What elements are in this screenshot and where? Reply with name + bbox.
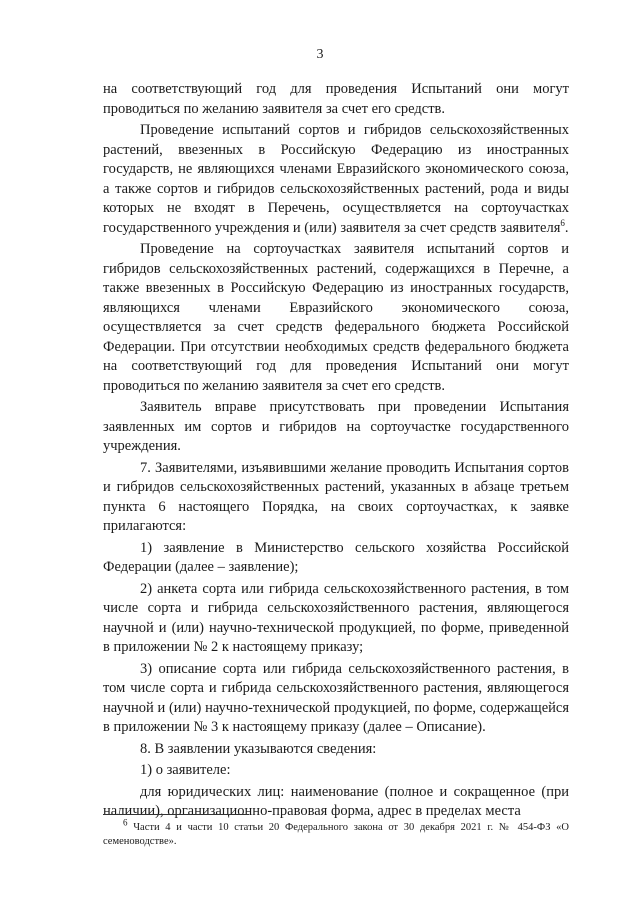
paragraph <box>103 121 569 238</box>
footnote-divider <box>103 814 249 815</box>
paragraph: Проведение на сортоучастках заявителя испытаний сортов и гибридов сельскохозяйственных растений, содержащихся в Перечне, а также ввезенных в Российскую Федерацию из иностранных государств, являющихся членами Евразийского экономического союза, осуществляется за счет средств федерального бюджета Российской Федерации. При отсутствии необходимых средств федерального бюджета на соответствующий год для проведения Испытаний они могут проводиться по желанию заявителя за счет его средств. <box>103 241 569 394</box>
paragraph-item-8: 8. В заявлении указываются сведения: <box>140 740 377 757</box>
body-text <box>103 80 569 824</box>
paragraph-text: Проведение испытаний сортов и гибридов сельскохозяйственных растений, ввезенных в Российскую Федерацию из иностранных государств, не являющихся членами Евразийского экономического союза, а также сортов и гибридов сельскохозяйственных растений, рода и виды которых не входят в Перечень, осуществляется на сортоучастках государственного учреждения и (или) заявителя за счет средств заявителя <box>103 122 569 236</box>
footnote-reference: 6 <box>560 217 565 228</box>
footnote-mark: 6 <box>123 817 128 828</box>
footnote-text: Части 4 и части 10 статьи 20 Федерального закона от 30 декабря 2021 г. № 454-ФЗ «О семеноводстве». <box>103 822 570 847</box>
footnote <box>103 817 570 849</box>
paragraph-item-7: 7. Заявителями, изъявившими желание проводить Испытания сортов и гибридов сельскохозяйственных растений, указанных в абзаце третьем пункта 6 настоящего Порядка, на своих сортоучастках, к заявке прилагаются: <box>103 459 569 534</box>
list-item: 2) анкета сорта или гибрида сельскохозяйственного растения, в том числе сорта и гибрида сельскохозяйственного растения, являющегося научной и (или) научно-технической продукцией, по форме, приведенной в приложении № 2 к настоящему приказу; <box>103 580 569 655</box>
list-item: 1) заявление в Министерство сельского хозяйства Российской Федерации (далее – заявление); <box>103 539 569 575</box>
paragraph-continuation: на соответствующий год для проведения Испытаний они могут проводиться по желанию заявителя за счет его средств. <box>103 81 569 117</box>
sentence-period: . <box>564 219 569 236</box>
paragraph: Заявитель вправе присутствовать при проведении Испытания заявленных им сортов и гибридов на сортоучастке государственного учреждения. <box>103 399 569 454</box>
paragraph: для юридических лиц: наименование (полное и сокращенное (при наличии), организационно-правовая форма, адрес в пределах места <box>103 783 569 819</box>
list-item: 3) описание сорта или гибрида сельскохозяйственного растения, в том числе сорта и гибрида сельскохозяйственного растения, являющегося научной и (или) научно-технической продукцией, по форме, содержащейся в приложении № 3 к настоящему приказу (далее – Описание). <box>103 660 569 735</box>
list-item: 1) о заявителе: <box>140 762 231 778</box>
page-number: 3 <box>316 47 324 62</box>
